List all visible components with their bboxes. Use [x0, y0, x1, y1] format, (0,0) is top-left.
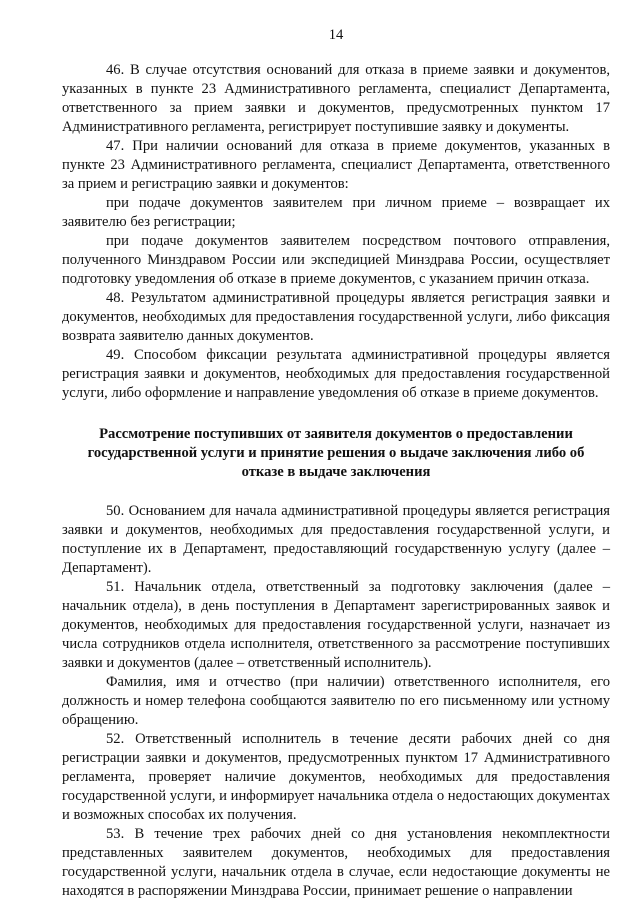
paragraph-47-personal-reception: при подаче документов заявителем при личном приеме – возвращает их заявителю без регистрации; — [62, 195, 610, 230]
procedure-paragraphs-bottom — [62, 502, 610, 901]
paragraph-52: 52. Ответственный исполнитель в течение десяти рабочих дней со дня регистрации заявки и документов, предусмотренных пунктом 17 Административного регламента, проверяет наличие документов, необходимых для предоставления государственной услуги, и информирует начальника отдела о недостающих документах и возможных способах их получения. — [62, 731, 610, 823]
paragraph-50: 50. Основанием для начала административной процедуры является регистрация заявки и документов, необходимых для предоставления государственной услуги, и поступление их в Департамент, предоставляющий государственную услугу (далее – Департамент). — [62, 503, 610, 576]
paragraph-47-postal-submission: при подаче документов заявителем посредством почтового отправления, полученного Минздравом России или экспедицией Минздрава России, осуществляет подготовку уведомления об отказе в приеме документов, с указанием причин отказа. — [62, 233, 610, 287]
page-number: 14 — [328, 27, 344, 43]
paragraph-51-contact-info: Фамилия, имя и отчество (при наличии) ответственного исполнителя, его должность и номер телефона сообщаются заявителю по его письменному или устному обращению. — [62, 674, 610, 728]
paragraph-53: 53. В течение трех рабочих дней со дня установления некомплектности представленных заявителем документов, необходимых для предоставления государственной услуги, начальник отдела в случае, если недостающие документы не находятся в распоряжении Минздрава России, принимает решение о направлении — [62, 826, 610, 899]
section-title: Рассмотрение поступивших от заявителя документов о предоставлении государственной услуги и принятие решения о выдаче заключения либо об отказе в выдаче заключения — [87, 426, 585, 480]
paragraph-51: 51. Начальник отдела, ответственный за подготовку заключения (далее – начальник отдела), в день поступления в Департамент зарегистрированных заявок и документов, необходимых для предоставления государственной услуги, назначает из числа сотрудников отдела исполнителя, ответственного за рассмотрение поступивших заявки и документов (далее – ответственный исполнитель). — [62, 579, 610, 671]
paragraph-48: 48. Результатом административной процедуры является регистрация заявки и документов, необходимых для предоставления государственной услуги, либо фиксация возврата заявителю данных документов. — [62, 290, 610, 344]
paragraph-46: 46. В случае отсутствия оснований для отказа в приеме заявки и документов, указанных в пункте 23 Административного регламента, специалист Департамента, ответственного за прием заявки и документов, предусмотренных пунктом 17 Административного регламента, регистрирует поступившие заявку и документы. — [62, 62, 610, 135]
paragraph-49: 49. Способом фиксации результата административной процедуры является регистрация заявки и документов, необходимых для предоставления государственной услуги, либо оформление и направление уведомления об отказе в приеме документов. — [62, 347, 610, 401]
paragraph-47: 47. При наличии оснований для отказа в приеме документов, указанных в пункте 23 Административного регламента, специалист Департамента, ответственного за прием и регистрацию заявки и документов: — [62, 138, 610, 192]
procedure-paragraphs-top — [62, 61, 610, 403]
